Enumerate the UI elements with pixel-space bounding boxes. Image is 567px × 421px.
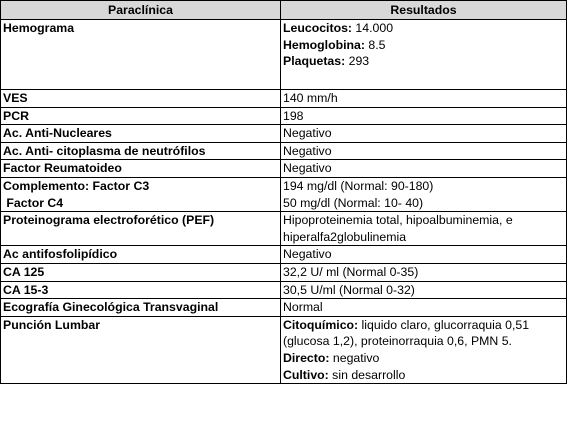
row-value: [281, 316, 567, 383]
row-label: VES: [1, 90, 281, 108]
table-row-puncion: [1, 316, 567, 383]
row-value: [281, 212, 567, 246]
citoquimico-key: Citoquímico:: [283, 317, 359, 332]
row-label: Proteinograma electroforético (PEF): [1, 212, 281, 246]
row-value: 30,5 U/ml (Normal 0-32): [281, 281, 567, 299]
complemento-c3-label: Complemento: Factor C3: [3, 178, 150, 193]
table-row: [1, 263, 567, 281]
citoquimico-line: [283, 317, 564, 334]
directo-key: Directo:: [283, 350, 330, 365]
row-label: Factor Reumatoideo: [1, 160, 281, 178]
row-label: [1, 177, 281, 211]
leucocitos-key: Leucocitos:: [283, 21, 353, 35]
row-label: Ac. Anti-Nucleares: [1, 125, 281, 143]
table-row: [1, 281, 567, 299]
table-header-row: [1, 1, 567, 20]
table-row: [1, 299, 567, 317]
cultivo-value: sin desarrollo: [328, 367, 406, 382]
row-label: Punción Lumbar: [1, 316, 281, 383]
plaquetas-value: 293: [345, 54, 370, 69]
row-label: CA 125: [1, 263, 281, 281]
header-paraclinica: Paraclínica: [1, 1, 281, 20]
row-value: [281, 20, 567, 90]
hemoglobina-line: [283, 37, 564, 54]
cultivo-key: Cultivo:: [283, 367, 329, 382]
complemento-c4-label: Factor C4: [3, 195, 64, 210]
row-label: Ac antifosfolipídico: [1, 246, 281, 264]
row-label: CA 15-3: [1, 281, 281, 299]
leucocitos-line: [283, 20, 564, 37]
complemento-c3-value: 194 mg/dl (Normal: 90-180): [283, 178, 434, 193]
row-value: 140 mm/h: [281, 90, 567, 108]
row-value: Normal: [281, 299, 567, 317]
table-row-complemento: [1, 177, 567, 211]
row-label: Ecografía Ginecológica Transvaginal: [1, 299, 281, 317]
table-row-hemograma: [1, 20, 567, 90]
table-row: [1, 142, 567, 160]
citoquimico-value: liquido claro, glucorraquia 0,51: [358, 317, 530, 332]
table-row: [1, 90, 567, 108]
row-value: Negativo: [281, 160, 567, 178]
row-label: Ac. Anti- citoplasma de neutrófilos: [1, 142, 281, 160]
hemoglobina-key: Hemoglobina:: [283, 37, 365, 52]
table-row: [1, 246, 567, 264]
row-value: Negativo: [281, 246, 567, 264]
row-value: Negativo: [281, 125, 567, 143]
pef-line-1: Hipoproteinemia total, hipoalbuminemia, e: [283, 213, 513, 228]
hemoglobina-value: 8.5: [364, 37, 386, 52]
table-row-pef: [1, 212, 567, 246]
complemento-c4-value: 50 mg/dl (Normal: 10- 40): [283, 195, 424, 210]
table-row: [1, 107, 567, 125]
leucocitos-value: 14.000: [352, 21, 394, 35]
plaquetas-line: [283, 53, 564, 70]
row-label: PCR: [1, 107, 281, 125]
citoquimico-value-2: (glucosa 1,2), proteinorraquia 0,6, PMN 5.: [283, 334, 512, 349]
row-value: 32,2 U/ ml (Normal 0-35): [281, 263, 567, 281]
directo-value: negativo: [329, 350, 380, 365]
row-value: 198: [281, 107, 567, 125]
row-label: Hemograma: [1, 20, 281, 90]
table-row: [1, 160, 567, 178]
cultivo-line: [283, 367, 564, 384]
pef-line-2: hiperalfa2globulinemia: [283, 229, 407, 244]
directo-line: [283, 350, 564, 367]
plaquetas-key: Plaquetas:: [283, 54, 346, 69]
row-value: [281, 177, 567, 211]
table-row: [1, 125, 567, 143]
header-resultados: Resultados: [281, 1, 567, 20]
row-value: Negativo: [281, 142, 567, 160]
